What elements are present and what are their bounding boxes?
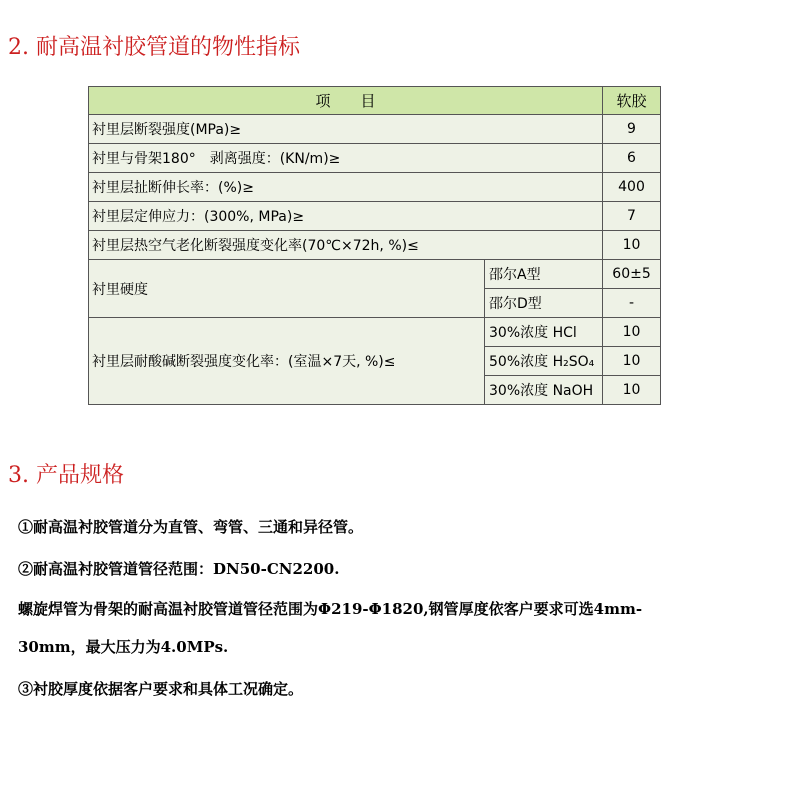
- row-value: 10: [603, 376, 661, 405]
- sub-label: 50%浓度 H₂SO₄: [485, 347, 603, 376]
- table-row: [89, 115, 661, 144]
- table-row: [89, 144, 661, 173]
- row-value: 60±5: [603, 260, 661, 289]
- properties-table: [88, 86, 661, 405]
- spec-paragraph-2: ②耐高温衬胶管道管径范围：DN50-CN2200.: [18, 560, 340, 578]
- row-value: 9: [603, 115, 661, 144]
- section-2-heading: 2. 耐高温衬胶管道的物性指标: [8, 35, 300, 60]
- sub-label: 30%浓度 NaOH: [485, 376, 603, 405]
- header-item: 项 目: [89, 87, 603, 115]
- table-row: [89, 173, 661, 202]
- row-label: 衬里层热空气老化断裂强度变化率(70℃×72h, %)≤: [89, 231, 603, 260]
- row-value: 10: [603, 231, 661, 260]
- spec-paragraph-1: ①耐高温衬胶管道分为直管、弯管、三通和异径管。: [18, 518, 364, 536]
- row-value: 10: [603, 318, 661, 347]
- sub-label: 30%浓度 HCl: [485, 318, 603, 347]
- sub-label: 邵尔A型: [485, 260, 603, 289]
- section-3-heading: 3. 产品规格: [8, 463, 124, 488]
- row-label: 衬里与骨架180° 剥离强度：(KN/m)≥: [89, 144, 603, 173]
- table-row: [89, 318, 661, 347]
- header-soft-rubber: 软胶: [603, 87, 661, 115]
- row-label: 衬里层断裂强度(MPa)≥: [89, 115, 603, 144]
- row-value: 7: [603, 202, 661, 231]
- spec-paragraph-4: ③衬胶厚度依据客户要求和具体工况确定。: [18, 680, 304, 698]
- table-header-row: [89, 87, 661, 115]
- table-row: [89, 260, 661, 289]
- spec-paragraph-3-line-1: 螺旋焊管为骨架的耐高温衬胶管道管径范围为Φ219-Φ1820,钢管厚度依客户要求可选4mm-: [18, 600, 643, 618]
- row-label: 衬里层扯断伸长率：(%)≥: [89, 173, 603, 202]
- acid-alkali-label: 衬里层耐酸碱断裂强度变化率：(室温×7天, %)≤: [89, 318, 485, 405]
- row-value: 6: [603, 144, 661, 173]
- hardness-label: 衬里硬度: [89, 260, 485, 318]
- spec-paragraph-3-line-2: 30mm，最大压力为4.0MPs.: [18, 638, 229, 656]
- row-label: 衬里层定伸应力：(300%, MPa)≥: [89, 202, 603, 231]
- sub-label: 邵尔D型: [485, 289, 603, 318]
- table-row: [89, 202, 661, 231]
- table-row: [89, 231, 661, 260]
- row-value: 10: [603, 347, 661, 376]
- row-value: -: [603, 289, 661, 318]
- row-value: 400: [603, 173, 661, 202]
